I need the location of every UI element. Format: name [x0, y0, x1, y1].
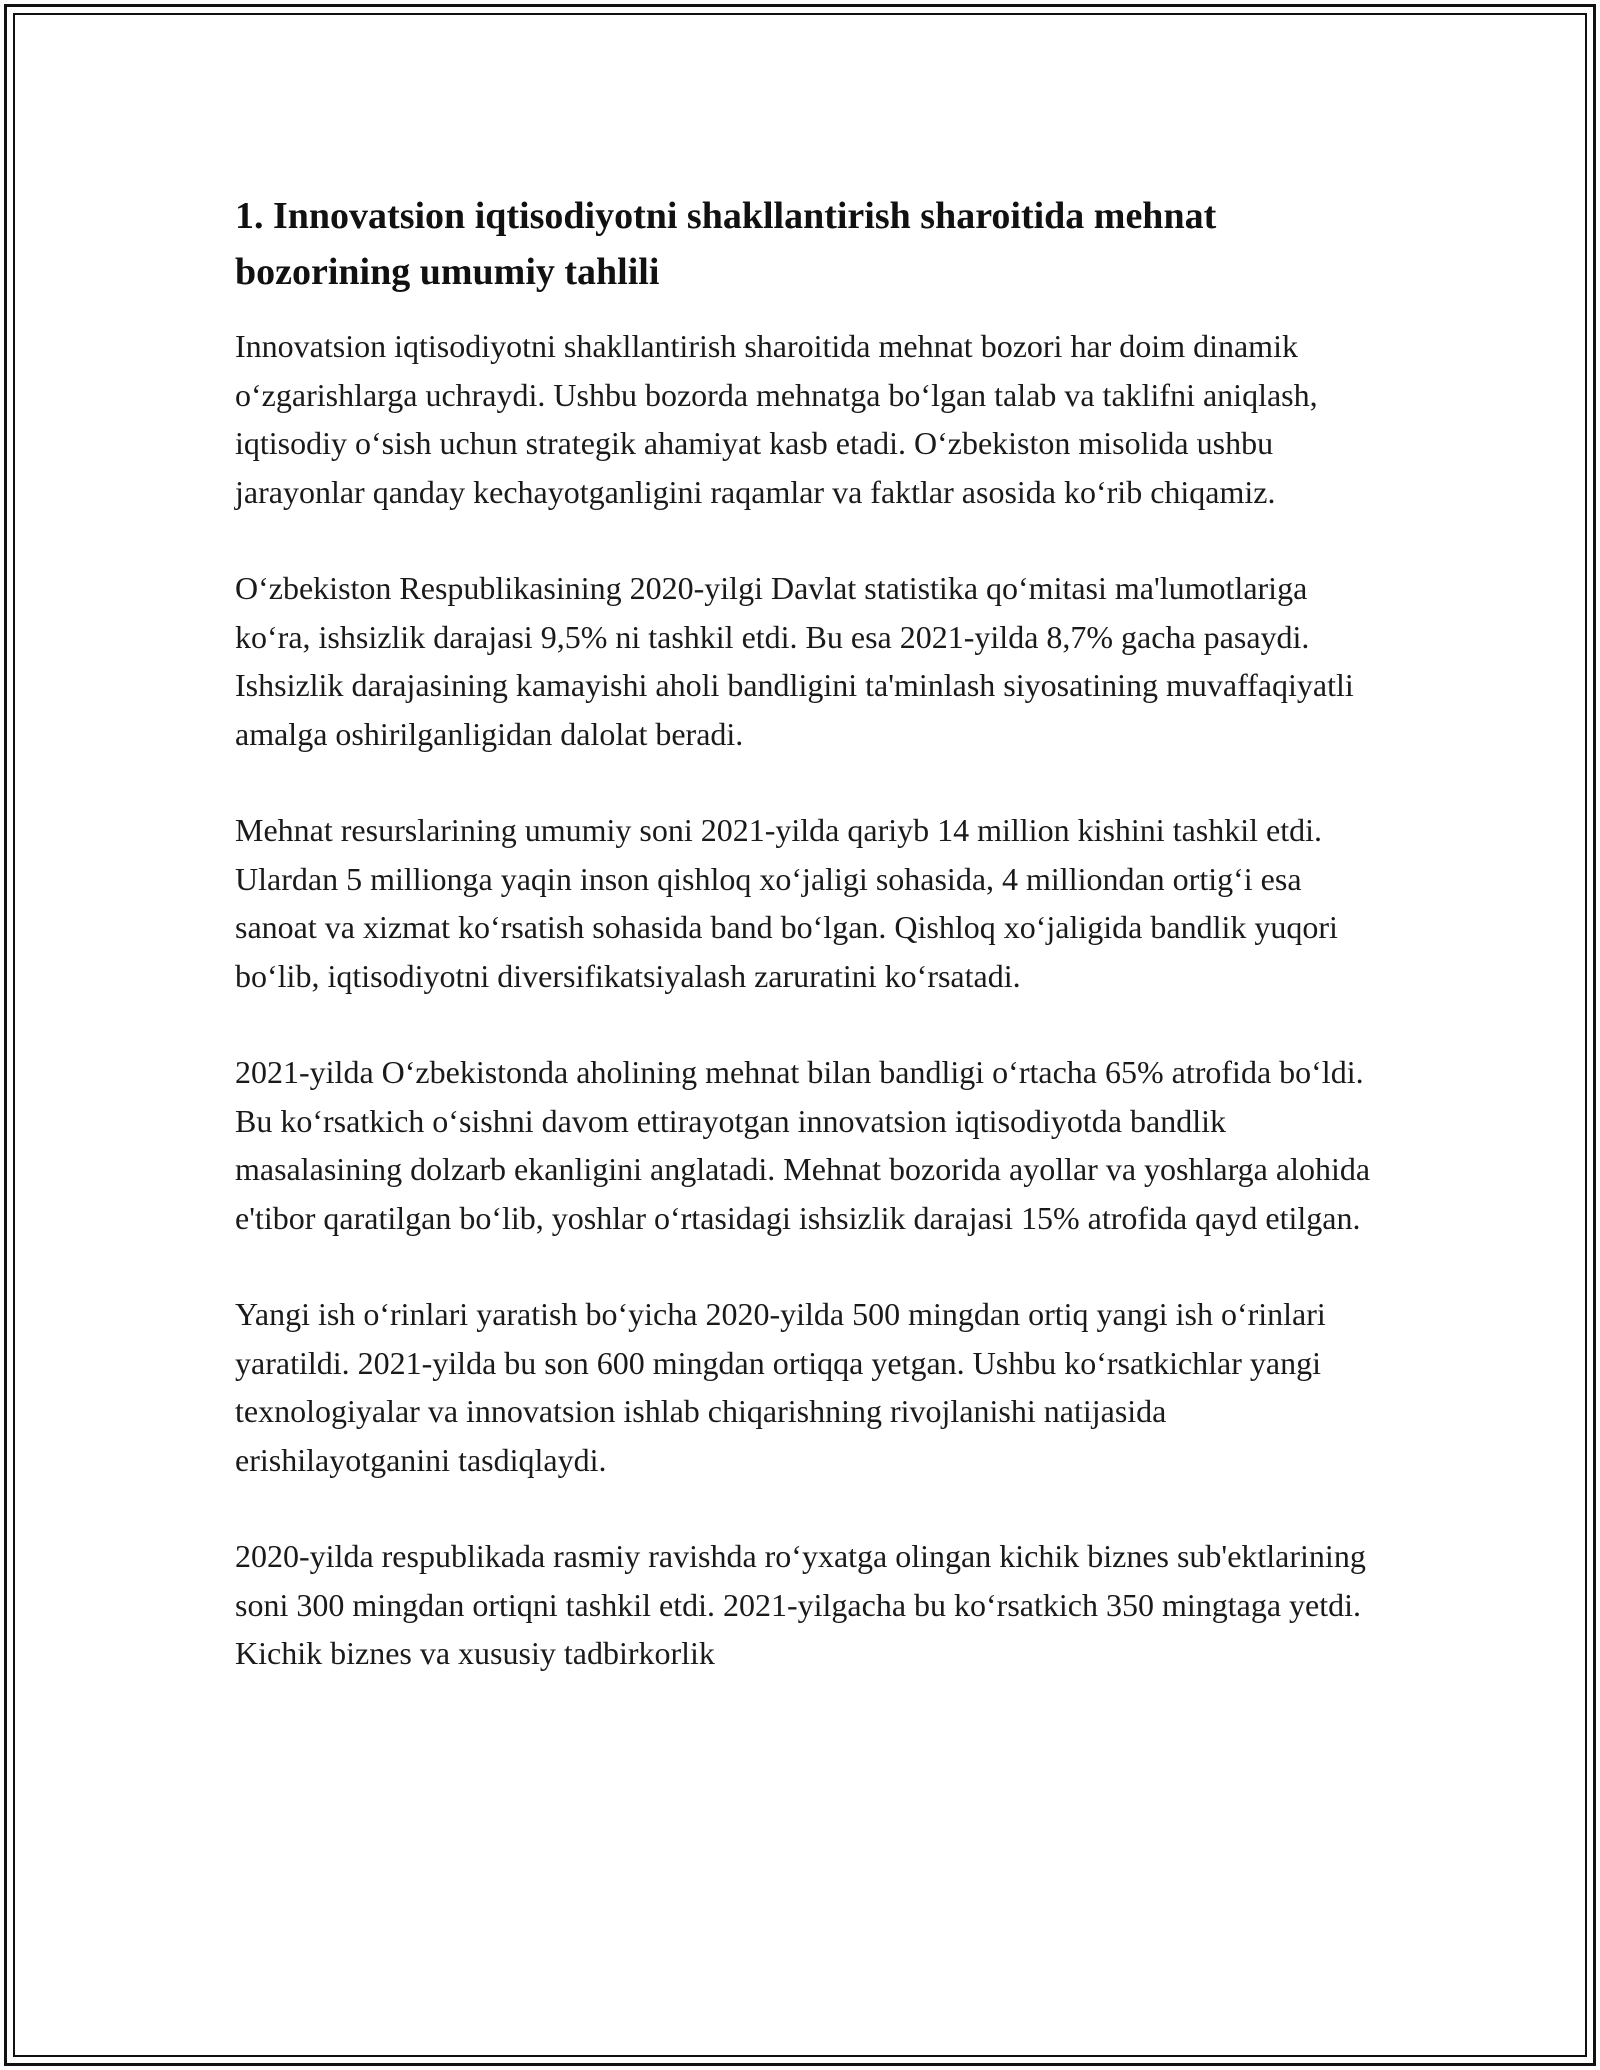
paragraph-3: Mehnat resurslarining umumiy soni 2021-yilda qariyb 14 million kishini tashkil etdi. Ulardan 5 millionga yaqin inson qishloq xo‘jaligi sohasida, 4 milliondan ortig‘i esa sanoat va xizmat ko‘rsatish sohasida band bo‘lgan. Qishloq xo‘jaligida bandlik yuqori bo‘lib, iqtisodiyotni diversifikatsiyalash zaruratini ko‘rsatadi. — [235, 812, 1338, 994]
paragraph-4: 2021-yilda O‘zbekistonda aholining mehnat bilan bandligi o‘rtacha 65% atrofida bo‘ldi. Bu ko‘rsatkich o‘sishni davom ettirayotgan innovatsion iqtisodiyotda bandlik masalasining dolzarb ekanligini anglatadi. Mehnat bozorida ayollar va yoshlarga alohida e'tibor qaratilgan bo‘lib, yoshlar o‘rtasidagi ishsizlik darajasi 15% atrofida qayd etilgan. — [235, 1054, 1371, 1236]
paragraph-5: Yangi ish o‘rinlari yaratish bo‘yicha 2020-yilda 500 mingdan ortiq yangi ish o‘rinlari yaratildi. 2021-yilda bu son 600 mingdan ortiqqa yetgan. Ushbu ko‘rsatkichlar yangi texnologiyalar va innovatsion ishlab chiqarishning rivojlanishi natijasida erishilayotganini tasdiqlaydi. — [235, 1296, 1326, 1478]
paragraph-2: O‘zbekiston Respublikasining 2020-yilgi Davlat statistika qo‘mitasi ma'lumotlariga ko‘ra, ishsizlik darajasi 9,5% ni tashkil etdi. Bu esa 2021-yilda 8,7% gacha pasaydi. Ishsizlik darajasining kamayishi aholi bandligini ta'minlash siyosatining muvaffaqiyatli amalga oshirilganligidan dalolat beradi. — [235, 570, 1354, 752]
section-heading: 1. Innovatsion iqtisodiyotni shakllantirish sharoitida mehnat bozorining umumiy tahlili — [235, 195, 1217, 293]
paragraph-6: 2020-yilda respublikada rasmiy ravishda ro‘yxatga olingan kichik biznes sub'ektlarining soni 300 mingdan ortiqni tashkil etdi. 2021-yilgacha bu ko‘rsatkich 350 mingtaga yetdi. Kichik biznes va xususiy tadbirkorlik — [235, 1538, 1366, 1671]
paragraph-1: Innovatsion iqtisodiyotni shakllantirish sharoitida mehnat bozori har doim dinamik o‘zgarishlarga uchraydi. Ushbu bozorda mehnatga bo‘lgan talab va taklifni aniqlash, iqtisodiy o‘sish uchun strategik ahamiyat kasb etadi. O‘zbekiston misolida ushbu jarayonlar qanday kechayotganligini raqamlar va faktlar asosida ko‘rib chiqamiz. — [235, 328, 1318, 510]
document-body — [235, 188, 1375, 1678]
